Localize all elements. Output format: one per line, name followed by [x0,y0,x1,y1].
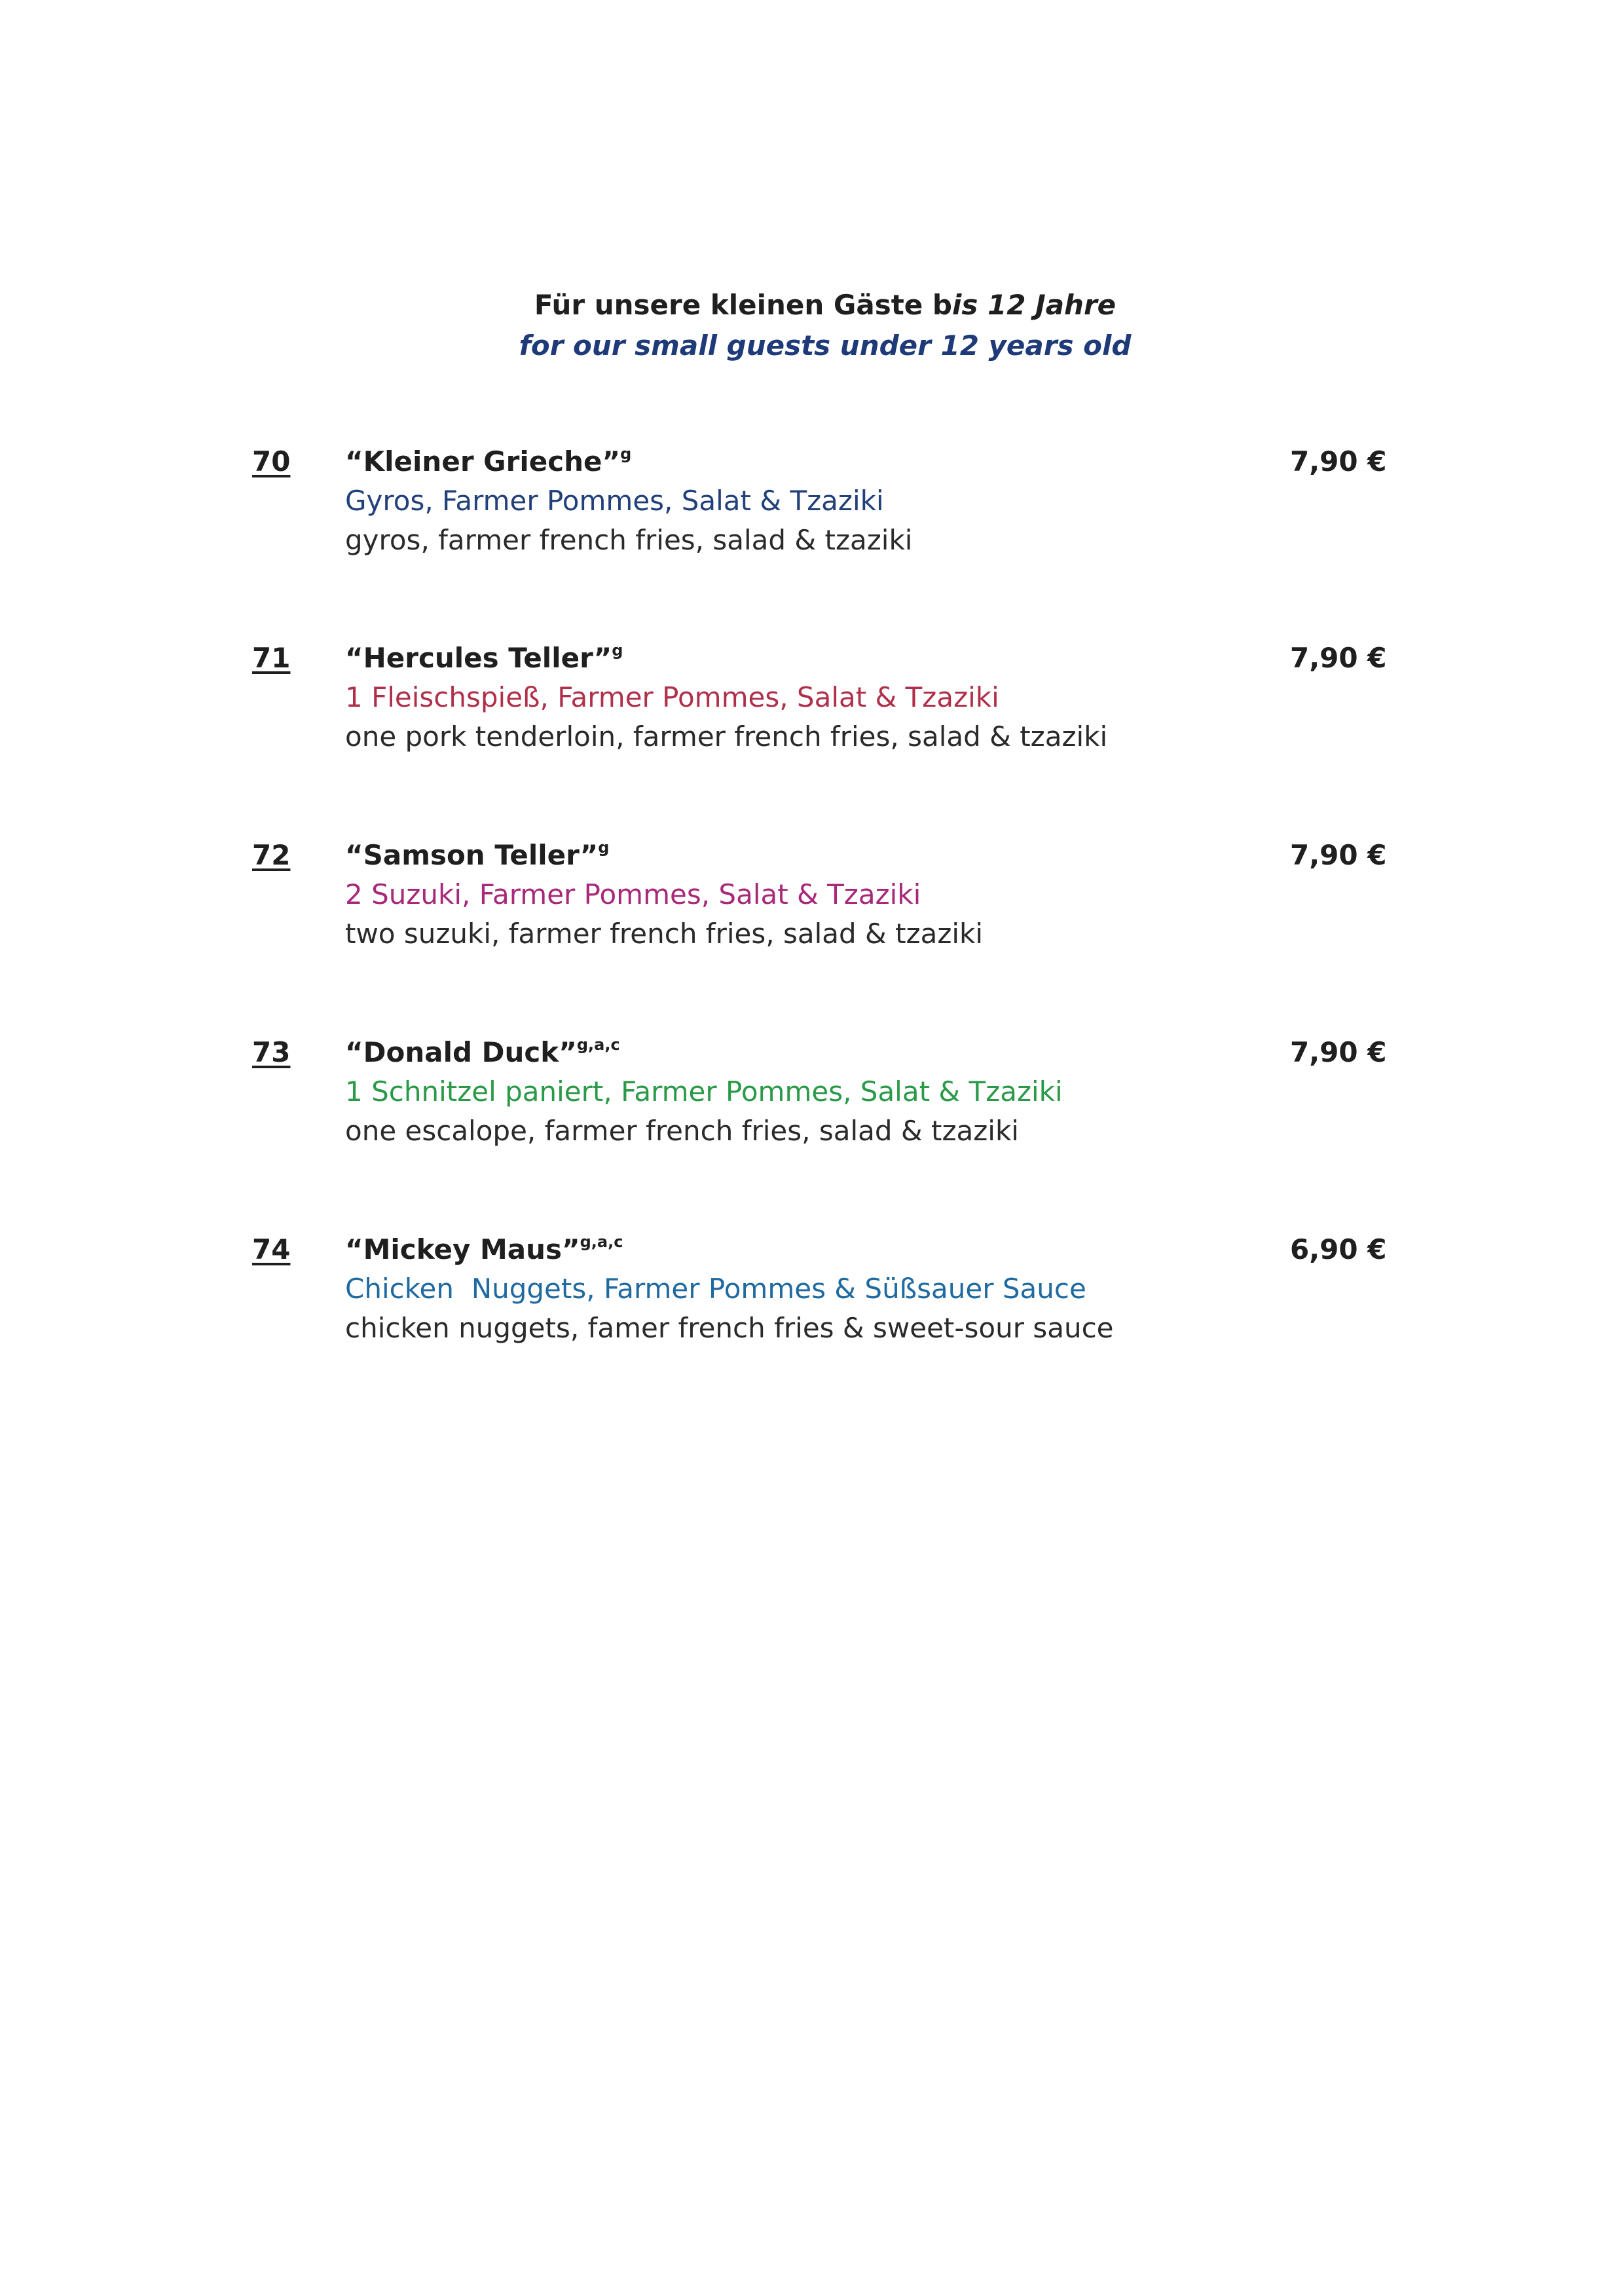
item-number: 72 [252,839,291,871]
menu-item-70 [0,442,1624,573]
item-number: 74 [252,1233,291,1265]
menu-item-72 [0,836,1624,967]
header-german-italic: is 12 Jahre [951,289,1116,321]
item-allergens: g [612,641,623,660]
item-name-text: “Hercules Teller” [345,642,612,674]
item-allergens: g,a,c [580,1233,623,1251]
item-name-text: “Samson Teller” [345,839,599,871]
item-name [345,442,631,481]
item-price: 7,90 € [1290,642,1387,674]
item-allergens: g,a,c [576,1036,620,1054]
menu-item-74 [0,1230,1624,1361]
item-name-text: “Donald Duck” [345,1036,577,1068]
item-name [345,639,623,678]
item-description-english: gyros, farmer french fries, salad & tzaziki [345,524,913,556]
item-description-english: one pork tenderloin, farmer french fries, salad & tzaziki [345,720,1108,753]
item-name [345,1033,620,1072]
item-description-german: 2 Suzuki, Farmer Pommes, Salat & Tzaziki [345,878,921,910]
header-german [0,285,1624,326]
menu-item-71 [0,639,1624,770]
item-description-german: Chicken Nuggets, Farmer Pommes & Süßsauer Sauce [345,1273,1086,1305]
header-german-prefix: Für unsere kleinen Gäste b [534,289,952,321]
item-price: 7,90 € [1290,1036,1387,1068]
item-name-text: “Kleiner Grieche” [345,445,621,477]
header-english: for our small guests under 12 years old [519,329,1132,362]
item-number: 71 [252,642,291,674]
item-description-english: one escalope, farmer french fries, salad & tzaziki [345,1115,1019,1147]
item-price: 7,90 € [1290,445,1387,477]
item-description-german: Gyros, Farmer Pommes, Salat & Tzaziki [345,485,884,517]
menu-header [0,285,1624,366]
item-number: 70 [252,445,291,477]
item-description-german: 1 Schnitzel paniert, Farmer Pommes, Salat & Tzaziki [345,1075,1063,1108]
item-allergens: g [620,445,632,463]
item-description-german: 1 Fleischspieß, Farmer Pommes, Salat & Tzaziki [345,681,999,713]
menu-item-73 [0,1033,1624,1164]
item-description-english: two suzuki, farmer french fries, salad & tzaziki [345,918,984,950]
item-description-english: chicken nuggets, famer french fries & sweet-sour sauce [345,1312,1114,1344]
item-name [345,836,609,875]
item-allergens: g [598,838,610,857]
item-number: 73 [252,1036,291,1068]
item-price: 6,90 € [1290,1233,1387,1265]
item-name [345,1230,623,1269]
item-name-text: “Mickey Maus” [345,1233,580,1265]
item-price: 7,90 € [1290,839,1387,871]
